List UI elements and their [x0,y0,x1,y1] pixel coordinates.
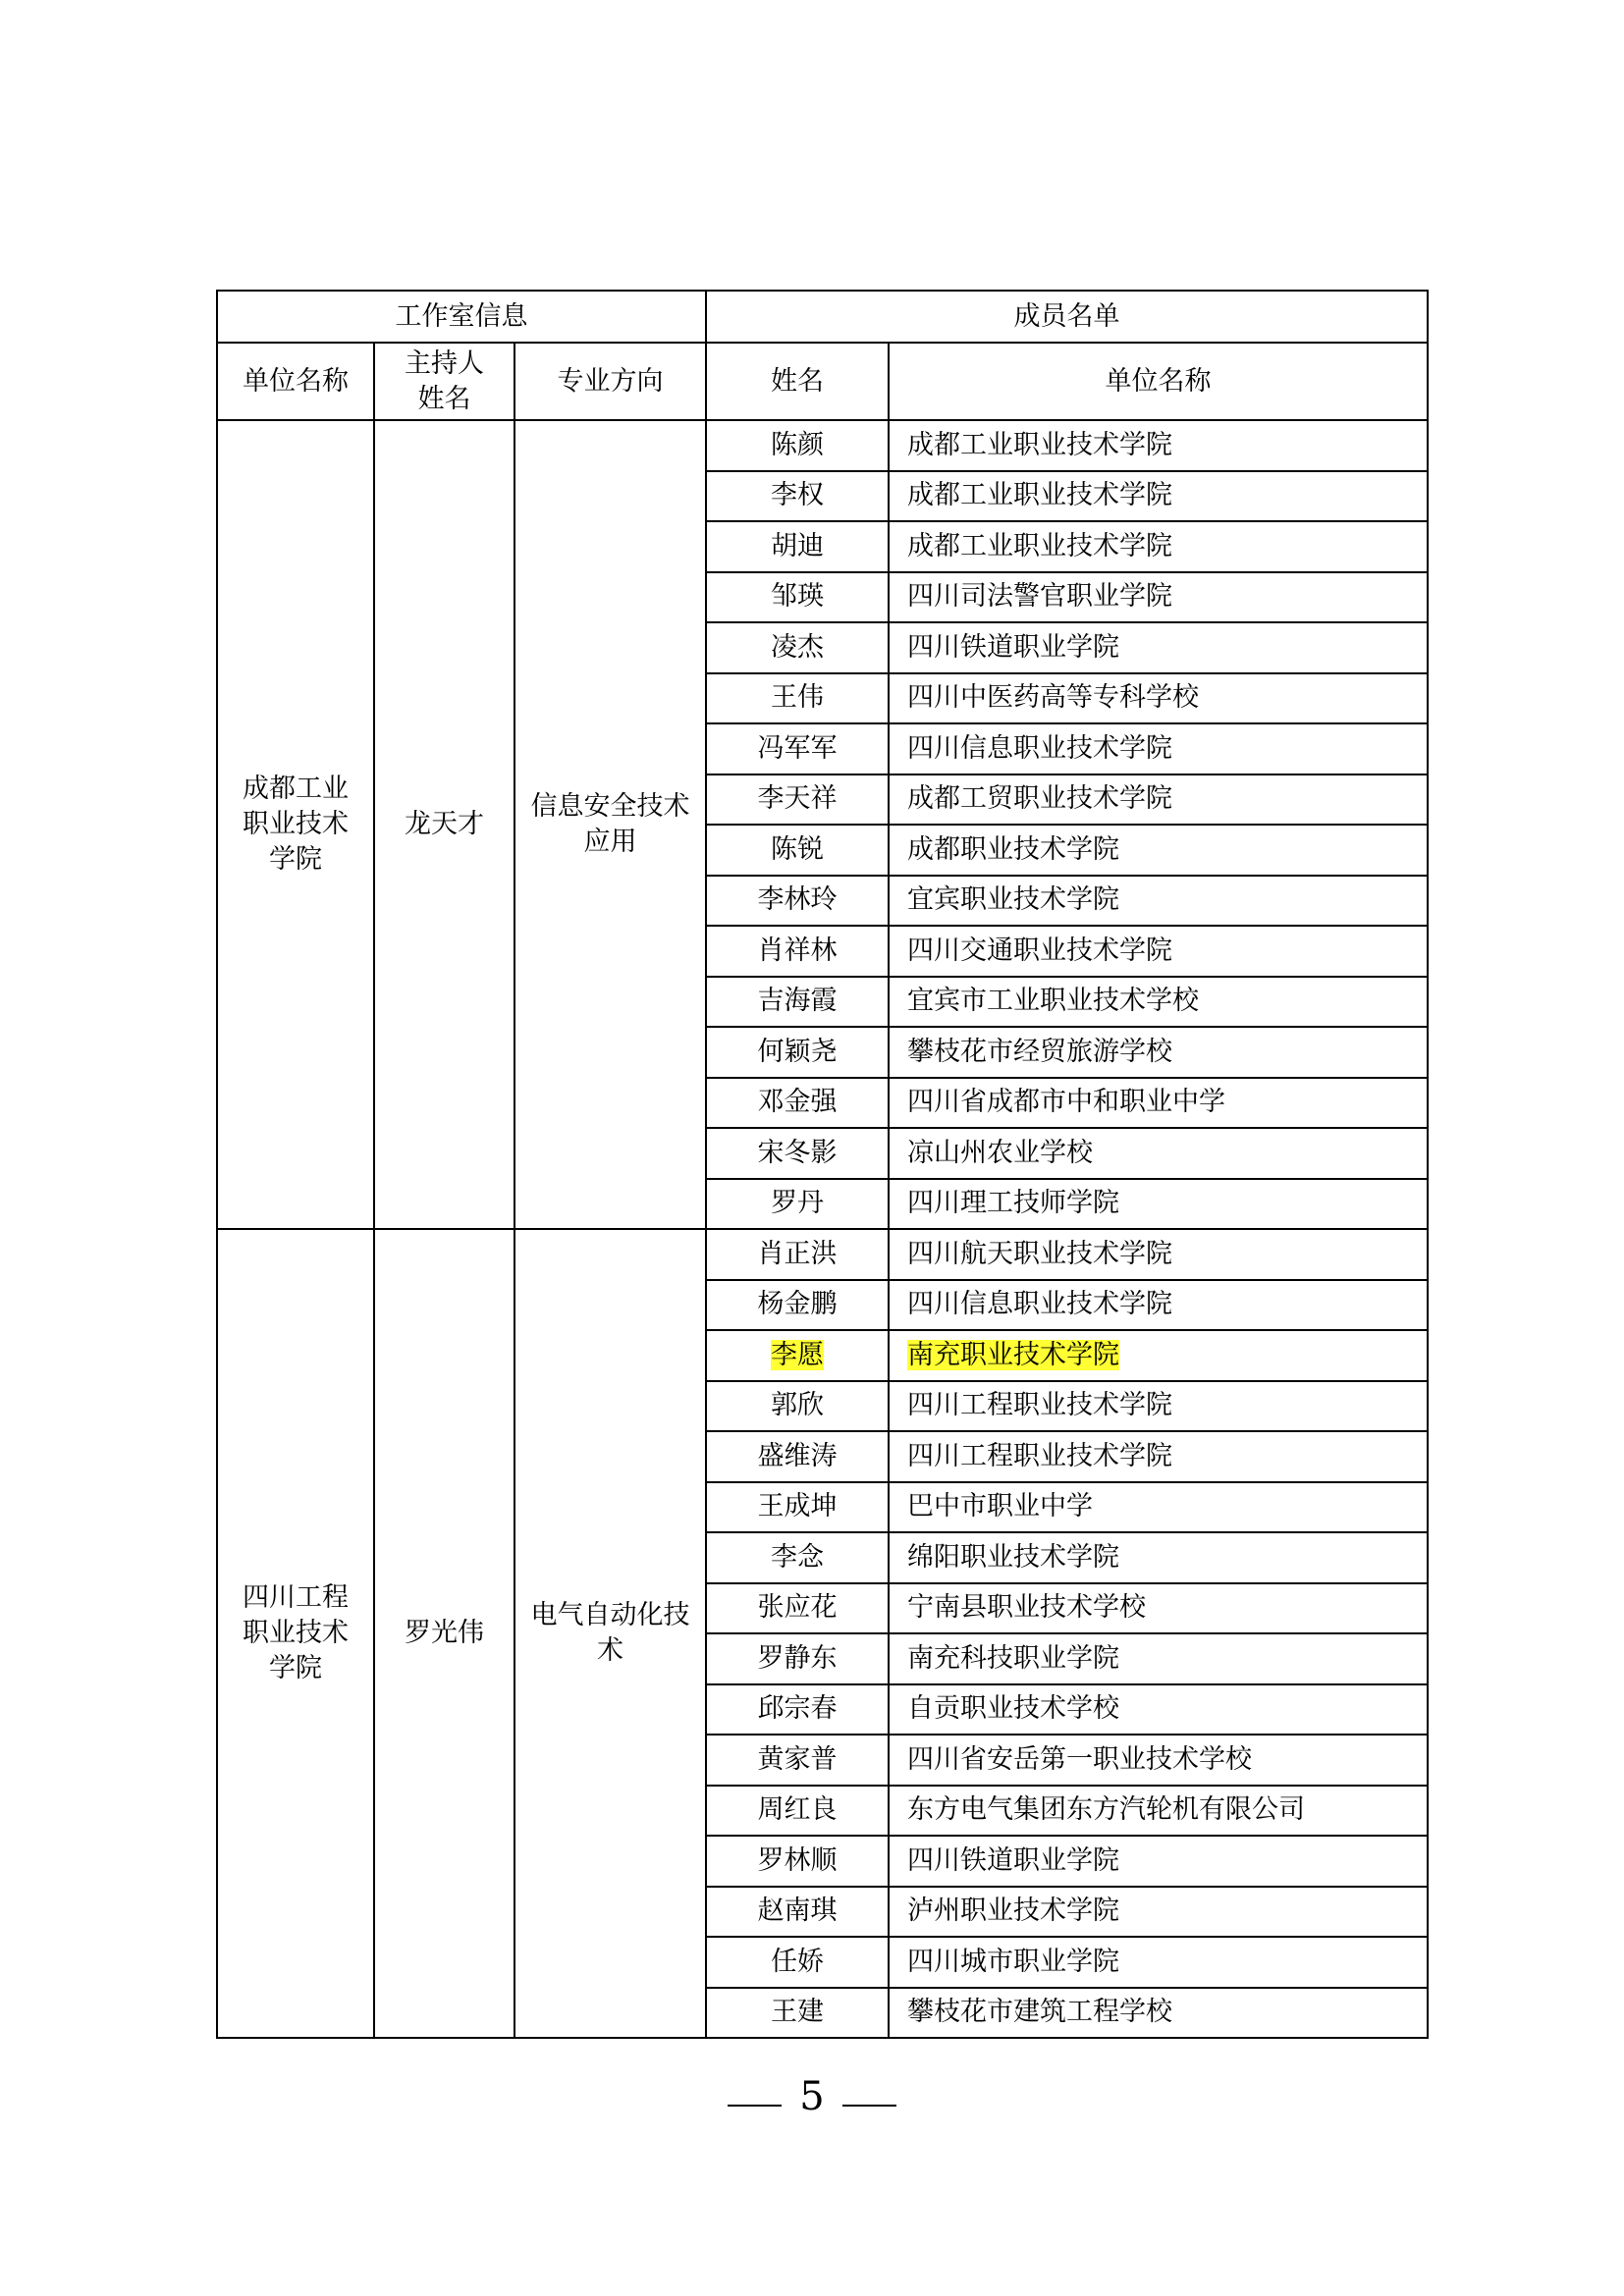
member-name: 盛维涛 [757,1440,838,1471]
header-row-top [217,291,1428,343]
member-name-cell [706,1431,889,1482]
member-name: 陈锐 [771,833,825,865]
member-name: 罗静东 [757,1642,838,1674]
member-name-cell [706,1330,889,1381]
member-name: 宋冬影 [757,1137,838,1168]
member-unit: 自贡职业技术学校 [907,1693,1120,1725]
member-name-cell [706,521,889,572]
member-name: 肖祥林 [757,934,838,966]
page-number-value: 5 [799,2074,825,2119]
member-unit: 宁南县职业技术学校 [907,1592,1147,1624]
group-major-cell: 电气自动化技术 [514,1229,706,2038]
member-name-cell [706,1482,889,1533]
member-unit-cell [889,1431,1428,1482]
member-name: 李林玲 [757,884,838,916]
member-unit-cell [889,723,1428,774]
member-unit-cell [889,521,1428,572]
major-header: 专业方向 [514,343,706,420]
member-unit: 四川省安岳第一职业技术学校 [907,1743,1253,1775]
member-name-cell [706,825,889,876]
member-unit-cell [889,1330,1428,1381]
member-name-cell [706,977,889,1028]
member-unit: 攀枝花市经贸旅游学校 [907,1036,1173,1067]
member-unit: 四川省成都市中和职业中学 [907,1087,1226,1118]
group-unit-cell: 四川工程职业技术学院 [217,1229,374,2038]
member-unit-cell [889,1887,1428,1938]
member-name: 罗丹 [771,1188,825,1219]
member-unit-cell [889,1684,1428,1735]
member-unit: 成都工业职业技术学院 [907,429,1173,460]
member-name-cell [706,1786,889,1837]
unit-name-header: 单位名称 [217,343,374,420]
member-unit-cell [889,1633,1428,1684]
member-name: 凌杰 [771,631,825,663]
member-unit-header: 单位名称 [889,343,1428,420]
member-name-cell [706,1280,889,1331]
member-name: 张应花 [757,1592,838,1624]
member-unit-cell [889,622,1428,673]
member-unit-cell [889,572,1428,623]
member-unit: 泸州职业技术学院 [907,1896,1120,1927]
member-name: 陈颜 [771,429,825,460]
member-name: 吉海霞 [757,986,838,1017]
member-unit-cell [889,774,1428,826]
member-unit-cell [889,420,1428,471]
member-unit: 四川铁道职业学院 [907,1844,1120,1876]
member-unit: 成都工业职业技术学院 [907,530,1173,561]
member-name-header: 姓名 [706,343,889,420]
member-name: 周红良 [757,1794,838,1826]
member-name-cell [706,622,889,673]
group-major-cell: 信息安全技术应用 [514,420,706,1229]
member-name: 李念 [771,1541,825,1573]
member-unit-cell [889,1583,1428,1634]
member-name: 杨金鹏 [757,1289,838,1320]
member-name: 罗林顺 [757,1844,838,1876]
member-unit-cell [889,1786,1428,1837]
member-unit: 成都工业职业技术学院 [907,480,1173,511]
member-name-cell [706,876,889,927]
member-unit-cell [889,1179,1428,1230]
member-name: 肖正洪 [757,1238,838,1269]
member-name-cell [706,1179,889,1230]
table-row [217,1229,1428,1280]
member-unit: 南充科技职业学院 [907,1642,1120,1674]
member-name-cell [706,673,889,724]
member-unit-cell [889,1229,1428,1280]
member-name-cell [706,471,889,522]
member-unit: 成都职业技术学院 [907,833,1120,865]
member-name: 邹瑛 [771,581,825,613]
member-unit-cell [889,977,1428,1028]
studio-info-header: 工作室信息 [217,291,706,343]
member-name: 邱宗春 [757,1693,838,1725]
member-name: 王伟 [771,682,825,714]
page-number [0,2074,1624,2119]
member-unit: 宜宾市工业职业技术学校 [907,986,1200,1017]
member-unit-cell [889,1735,1428,1786]
member-unit-cell [889,1937,1428,1988]
member-name-cell [706,1128,889,1179]
member-name-cell [706,1988,889,2039]
member-unit-cell [889,825,1428,876]
member-unit: 四川交通职业技术学院 [907,934,1173,966]
table-row [217,420,1428,471]
member-name-cell [706,1887,889,1938]
member-name-cell [706,1078,889,1129]
member-unit: 南充职业技术学院 [907,1339,1120,1370]
member-unit-cell [889,1128,1428,1179]
member-unit: 四川信息职业技术学院 [907,1289,1173,1320]
member-name: 王成坤 [757,1491,838,1522]
member-unit: 宜宾职业技术学院 [907,884,1120,916]
member-unit: 东方电气集团东方汽轮机有限公司 [907,1794,1306,1826]
member-name-cell [706,1381,889,1432]
member-unit: 四川司法警官职业学院 [907,581,1173,613]
member-unit: 四川工程职业技术学院 [907,1390,1173,1421]
member-name-cell [706,926,889,977]
member-name-cell [706,723,889,774]
member-name: 李天祥 [757,783,838,815]
member-unit: 四川理工技师学院 [907,1188,1120,1219]
member-unit: 四川铁道职业学院 [907,631,1120,663]
member-name-cell [706,1684,889,1735]
member-unit-cell [889,1280,1428,1331]
member-unit-cell [889,471,1428,522]
member-unit-cell [889,673,1428,724]
member-name: 冯军军 [757,732,838,764]
member-unit: 四川工程职业技术学院 [907,1440,1173,1471]
page-number-dash-right [842,2105,896,2107]
member-name: 任娇 [771,1946,825,1977]
member-name-cell [706,774,889,826]
member-name: 邓金强 [757,1087,838,1118]
member-list-header: 成员名单 [706,291,1428,343]
member-name-cell [706,1583,889,1634]
group-host-cell: 龙天才 [374,420,514,1229]
member-name-cell [706,1229,889,1280]
member-unit: 攀枝花市建筑工程学校 [907,1997,1173,2028]
member-unit-cell [889,876,1428,927]
member-name-cell [706,572,889,623]
member-name: 何颖尧 [757,1036,838,1067]
member-unit-cell [889,1078,1428,1129]
member-unit: 巴中市职业中学 [907,1491,1094,1522]
member-name-cell [706,1836,889,1887]
member-unit: 成都工贸职业技术学院 [907,783,1173,815]
member-unit: 四川信息职业技术学院 [907,732,1173,764]
member-unit: 四川城市职业学院 [907,1946,1120,1977]
group-host-cell: 罗光伟 [374,1229,514,2038]
member-unit-cell [889,926,1428,977]
member-name-cell [706,1532,889,1583]
member-unit: 四川航天职业技术学院 [907,1238,1173,1269]
member-unit-cell [889,1836,1428,1887]
member-name: 李权 [771,480,825,511]
member-unit: 四川中医药高等专科学校 [907,682,1200,714]
member-name: 胡迪 [771,530,825,561]
member-unit-cell [889,1532,1428,1583]
member-name-cell [706,420,889,471]
member-name: 王建 [771,1997,825,2028]
member-name: 赵南琪 [757,1896,838,1927]
member-name: 黄家普 [757,1743,838,1775]
host-name-header: 主持人 姓名 [374,343,514,420]
page-number-dash-left [728,2105,782,2107]
member-name-cell [706,1027,889,1078]
member-name-cell [706,1633,889,1684]
member-name: 郭欣 [771,1390,825,1421]
member-unit: 凉山州农业学校 [907,1137,1094,1168]
header-row-columns [217,343,1428,420]
member-unit-cell [889,1482,1428,1533]
member-name-cell [706,1735,889,1786]
member-name-cell [706,1937,889,1988]
member-unit-cell [889,1988,1428,2039]
member-unit-cell [889,1381,1428,1432]
member-unit: 绵阳职业技术学院 [907,1541,1120,1573]
group-unit-cell: 成都工业职业技术学院 [217,420,374,1229]
member-unit-cell [889,1027,1428,1078]
member-roster-table [216,290,1429,2039]
member-name: 李愿 [771,1339,825,1370]
